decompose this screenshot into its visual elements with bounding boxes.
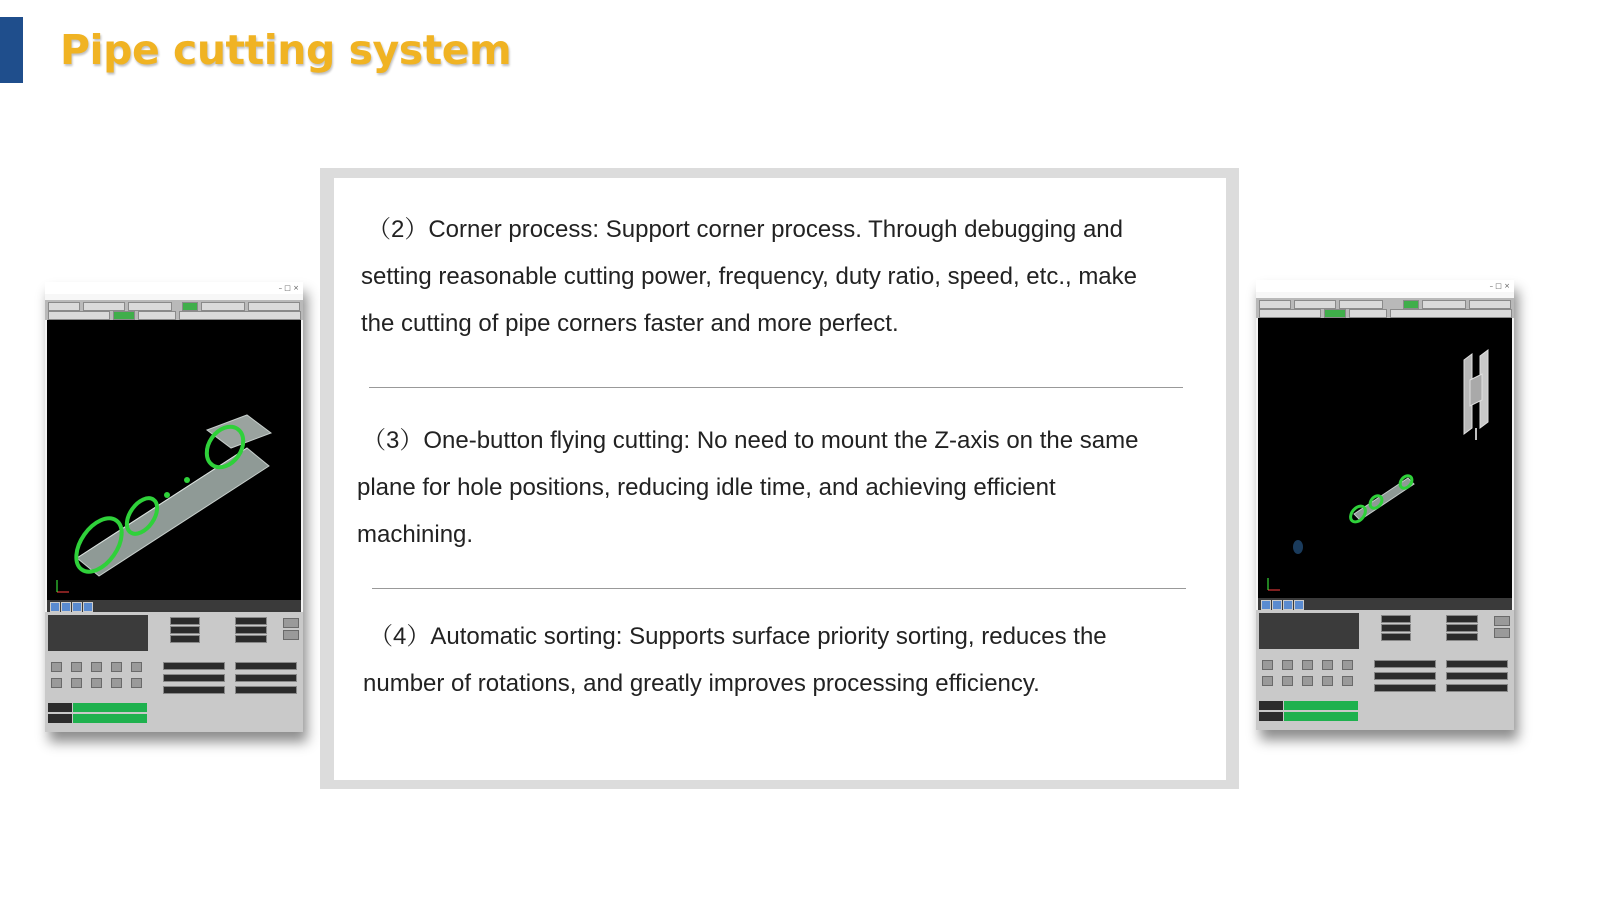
view-button-icon bbox=[1272, 600, 1282, 610]
view-toolbar bbox=[47, 600, 301, 612]
parameter-field bbox=[1446, 672, 1508, 680]
toolbar-button bbox=[1259, 300, 1291, 309]
parameter-field bbox=[235, 617, 267, 625]
window-controls-icon: – □ × bbox=[278, 284, 299, 292]
status-label bbox=[48, 703, 72, 712]
parameter-field bbox=[235, 626, 267, 634]
status-label bbox=[48, 714, 72, 723]
view-button-icon bbox=[61, 602, 71, 612]
toolbar-button bbox=[138, 311, 176, 320]
parameter-field bbox=[1446, 615, 1478, 623]
panel-key bbox=[131, 662, 142, 672]
3d-viewport bbox=[1258, 318, 1512, 598]
window-titlebar bbox=[1256, 280, 1514, 292]
view-button-icon bbox=[1283, 600, 1293, 610]
parameter-field bbox=[1374, 672, 1436, 680]
view-button-icon bbox=[1261, 600, 1271, 610]
paragraph-line: plane for hole positions, reducing idle time, and achieving efficient bbox=[357, 474, 1056, 501]
panel-key bbox=[1262, 676, 1273, 686]
panel-key bbox=[283, 618, 299, 628]
toolbar-button bbox=[1294, 300, 1336, 309]
view-button-icon bbox=[50, 602, 60, 612]
toolbar-button bbox=[179, 311, 301, 320]
toolbar-button bbox=[248, 302, 300, 311]
parameter-field bbox=[235, 674, 297, 682]
parameter-field bbox=[163, 662, 225, 670]
status-label bbox=[1259, 701, 1283, 710]
view-button-icon bbox=[1294, 600, 1304, 610]
status-bar-green bbox=[1284, 712, 1358, 721]
parameter-field bbox=[163, 686, 225, 694]
toolbar-button bbox=[113, 311, 135, 320]
status-label bbox=[1259, 712, 1283, 721]
window-controls-icon: – □ × bbox=[1489, 282, 1510, 290]
panel-key bbox=[1282, 676, 1293, 686]
toolbar-button bbox=[83, 302, 125, 311]
panel-key bbox=[1322, 660, 1333, 670]
paragraph-line: （3）One-button flying cutting: No need to mount the Z-axis on the same bbox=[362, 427, 1139, 454]
pipe-and-beam-model-icon bbox=[1258, 318, 1512, 598]
status-bar-green bbox=[1284, 701, 1358, 710]
paragraph-line: number of rotations, and greatly improves processing efficiency. bbox=[363, 670, 1040, 697]
toolbar bbox=[45, 300, 303, 320]
panel-key bbox=[51, 662, 62, 672]
toolbar-button bbox=[1324, 309, 1346, 318]
toolbar-button bbox=[48, 311, 110, 320]
parameter-field bbox=[1446, 660, 1508, 668]
paragraph-line: （2）Corner process: Support corner process. Through debugging and bbox=[367, 216, 1123, 243]
panel-key bbox=[111, 678, 122, 688]
panel-key bbox=[1342, 676, 1353, 686]
parameter-field bbox=[163, 674, 225, 682]
panel-key bbox=[1322, 676, 1333, 686]
panel-key bbox=[1342, 660, 1353, 670]
coordinate-readout bbox=[1259, 613, 1359, 649]
panel-key bbox=[111, 662, 122, 672]
toolbar-button bbox=[1422, 300, 1466, 309]
software-screenshot-left bbox=[45, 282, 303, 732]
panel-key bbox=[1494, 616, 1510, 626]
view-button-icon bbox=[72, 602, 82, 612]
section-divider bbox=[372, 588, 1186, 589]
toolbar-button bbox=[1339, 300, 1383, 309]
parameter-field bbox=[1381, 624, 1411, 632]
panel-key bbox=[91, 678, 102, 688]
parameter-field bbox=[170, 626, 200, 634]
parameter-field bbox=[1446, 633, 1478, 641]
parameter-field bbox=[1374, 684, 1436, 692]
panel-key bbox=[1302, 660, 1313, 670]
parameter-field bbox=[1381, 633, 1411, 641]
panel-key bbox=[91, 662, 102, 672]
paragraph-line: （4）Automatic sorting: Supports surface priority sorting, reduces the bbox=[369, 623, 1107, 650]
control-panel bbox=[1256, 610, 1514, 730]
parameter-field bbox=[170, 617, 200, 625]
panel-key bbox=[1494, 628, 1510, 638]
panel-key bbox=[51, 678, 62, 688]
page-title: Pipe cutting system bbox=[60, 26, 512, 74]
parameter-field bbox=[235, 662, 297, 670]
view-button-icon bbox=[83, 602, 93, 612]
paragraph-line: machining. bbox=[357, 521, 474, 548]
parameter-field bbox=[235, 686, 297, 694]
parameter-field bbox=[170, 635, 200, 643]
toolbar-button bbox=[182, 302, 198, 311]
toolbar-button bbox=[1390, 309, 1512, 318]
coordinate-readout bbox=[48, 615, 148, 651]
parameter-field bbox=[1374, 660, 1436, 668]
toolbar-button bbox=[1469, 300, 1511, 309]
paragraph-line: setting reasonable cutting power, frequency, duty ratio, speed, etc., make bbox=[361, 263, 1138, 290]
view-toolbar bbox=[1258, 598, 1512, 610]
parameter-field bbox=[1446, 624, 1478, 632]
status-bar-green bbox=[73, 703, 147, 712]
panel-key bbox=[1262, 660, 1273, 670]
panel-key bbox=[131, 678, 142, 688]
toolbar-button bbox=[1259, 309, 1321, 318]
section-divider bbox=[369, 387, 1183, 388]
toolbar-button bbox=[128, 302, 172, 311]
toolbar-button bbox=[201, 302, 245, 311]
window-titlebar bbox=[45, 282, 303, 294]
toolbar-button bbox=[1349, 309, 1387, 318]
pipe-model-icon bbox=[47, 320, 301, 600]
panel-key bbox=[71, 678, 82, 688]
panel-key bbox=[283, 630, 299, 640]
software-screenshot-right bbox=[1256, 280, 1514, 730]
toolbar-button bbox=[48, 302, 80, 311]
parameter-field bbox=[235, 635, 267, 643]
paragraph-line: the cutting of pipe corners faster and more perfect. bbox=[361, 310, 899, 337]
panel-key bbox=[71, 662, 82, 672]
panel-key bbox=[1302, 676, 1313, 686]
title-accent-bar bbox=[0, 17, 23, 83]
control-panel bbox=[45, 612, 303, 732]
3d-viewport bbox=[47, 320, 301, 600]
panel-key bbox=[1282, 660, 1293, 670]
toolbar-button bbox=[1403, 300, 1419, 309]
toolbar bbox=[1256, 298, 1514, 318]
parameter-field bbox=[1446, 684, 1508, 692]
status-bar-green bbox=[73, 714, 147, 723]
parameter-field bbox=[1381, 615, 1411, 623]
